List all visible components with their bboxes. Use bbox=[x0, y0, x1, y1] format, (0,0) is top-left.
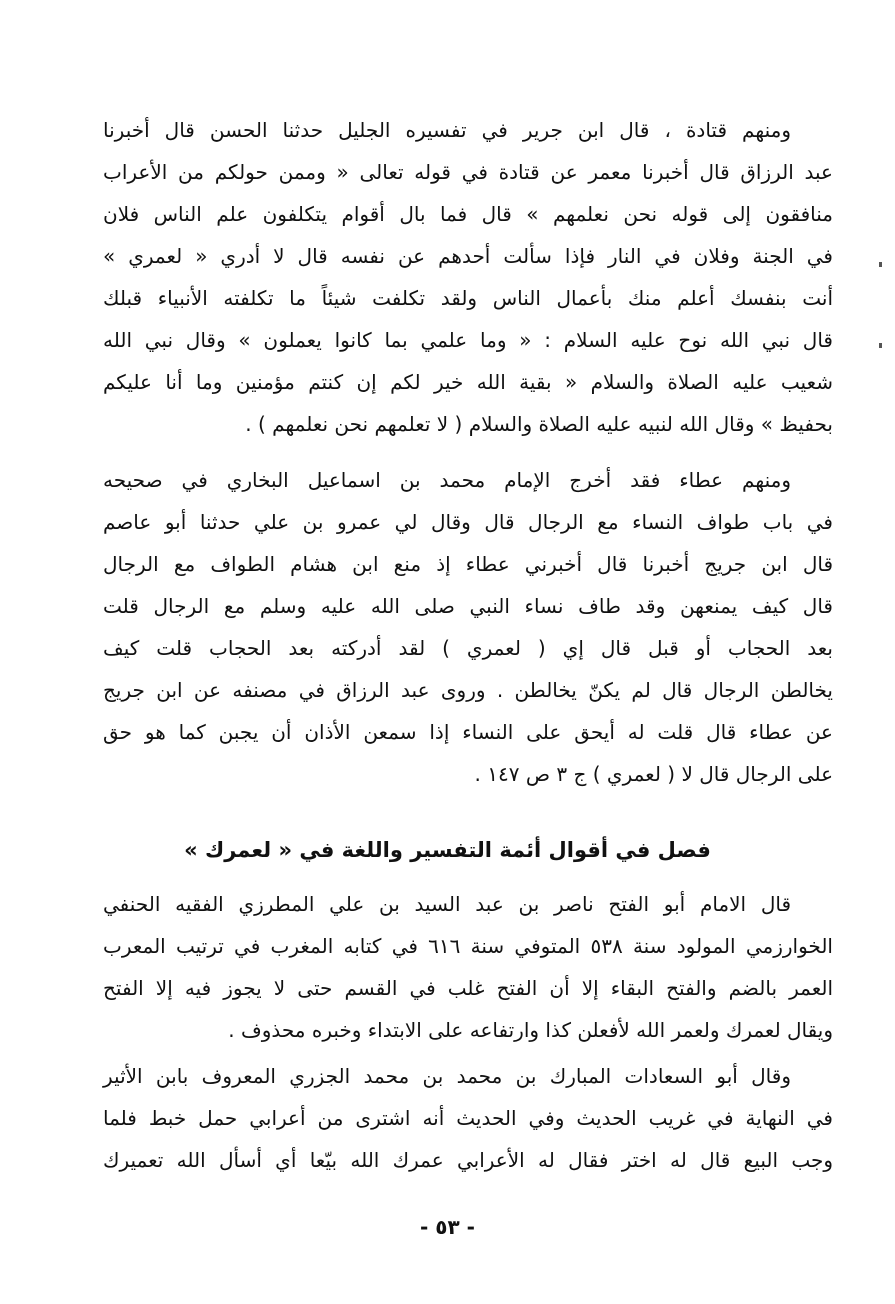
paragraph-mutarrizi bbox=[103, 883, 833, 1051]
text-line: في باب طواف النساء مع الرجال قال وقال لي عمرو بن علي حدثنا أبو عاصم bbox=[103, 510, 833, 534]
text-line: قال كيف يمنعهن وقد طاف نساء النبي صلى الله عليه وسلم مع الرجال قلت bbox=[103, 594, 833, 618]
text-line: قال ابن جريج أخبرنا قال أخبرني عطاء إذ منع ابن هشام الطواف مع الرجال bbox=[103, 552, 833, 576]
text-line: في النهاية في غريب الحديث وفي الحديث أنه اشترى من أعرابي حمل خبط فلما bbox=[103, 1106, 833, 1130]
text-line: ومنهم عطاء فقد أخرج الإمام محمد بن اسماعيل البخاري في صحيحه bbox=[103, 468, 791, 492]
section-heading: فصل في أقوال أئمة التفسير واللغة في « لعمرك » bbox=[184, 838, 711, 862]
text-line: شعيب عليه الصلاة والسلام « بقية الله خير لكم إن كنتم مؤمنين وما أنا عليكم bbox=[103, 370, 833, 394]
text-line: على الرجال قال لا ( لعمري ) ج ٣ ص ١٤٧ . bbox=[474, 762, 833, 786]
paragraph-qatada bbox=[103, 109, 833, 445]
text-line: عن عطاء قال قلت له أيحق على النساء إذا سمعن الأذان أن يجبن كما هو حق bbox=[103, 720, 833, 744]
paragraph-ibn-al-athir bbox=[103, 1055, 833, 1181]
scan-artifact-mark bbox=[879, 343, 882, 348]
text-line: يخالطن الرجال قال لم يكنّ يخالطن . وروى عبد الرزاق في مصنفه عن ابن جريج bbox=[103, 678, 833, 702]
scan-artifact-mark bbox=[879, 262, 882, 267]
text-line: في الجنة وفلان في النار فإذا سألت أحدهم عن نفسه قال لا أدري « لعمري » bbox=[103, 244, 833, 268]
text-line: العمر بالضم والفتح البقاء إلا أن الفتح غلب في القسم حتى لا يجوز فيه إلا الفتح bbox=[103, 976, 833, 1000]
text-line: قال نبي الله نوح عليه السلام : « وما علمي بما كانوا يعملون » وقال نبي الله bbox=[103, 328, 833, 352]
text-line: منافقون إلى قوله نحن نعلمهم » قال فما بال أقوام يتكلفون علم الناس فلان bbox=[103, 202, 833, 226]
text-line: بحفيظ » وقال الله لنبيه عليه الصلاة والسلام ( لا تعلمهم نحن نعلمهم ) . bbox=[245, 412, 833, 436]
text-line: أنت بنفسك أعلم منك بأعمال الناس ولقد تكلفت شيئاً ما تكلفته الأنبياء قبلك bbox=[103, 286, 833, 310]
text-line: وجب البيع قال له اختر فقال له الأعرابي عمرك الله بيّعا أي أسأل الله تعميرك bbox=[103, 1148, 833, 1172]
text-line: قال الامام أبو الفتح ناصر بن عبد السيد بن علي المطرزي الفقيه الحنفي bbox=[103, 892, 791, 916]
text-line: ومنهم قتادة ، قال ابن جرير في تفسيره الجليل حدثنا الحسن قال أخبرنا bbox=[103, 118, 791, 142]
text-line: وقال أبو السعادات المبارك بن محمد بن محمد الجزري المعروف بابن الأثير bbox=[103, 1064, 791, 1088]
text-line: بعد الحجاب أو قبل قال إي ( لعمري ) لقد أدركته بعد الحجاب قلت كيف bbox=[103, 636, 833, 660]
text-line: الخوارزمي المولود سنة ٥٣٨ المتوفي سنة ٦١٦ في كتابه المغرب في ترتيب المعرب bbox=[103, 934, 833, 958]
page-number: - ٥٣ - bbox=[420, 1215, 475, 1239]
text-line: ويقال لعمرك ولعمر الله لأفعلن كذا وارتفاعه على الابتداء وخبره محذوف . bbox=[228, 1018, 833, 1042]
text-line: عبد الرزاق قال أخبرنا معمر عن قتادة في قوله تعالى « وممن حولكم من الأعراب bbox=[103, 160, 833, 184]
paragraph-ata bbox=[103, 459, 833, 795]
